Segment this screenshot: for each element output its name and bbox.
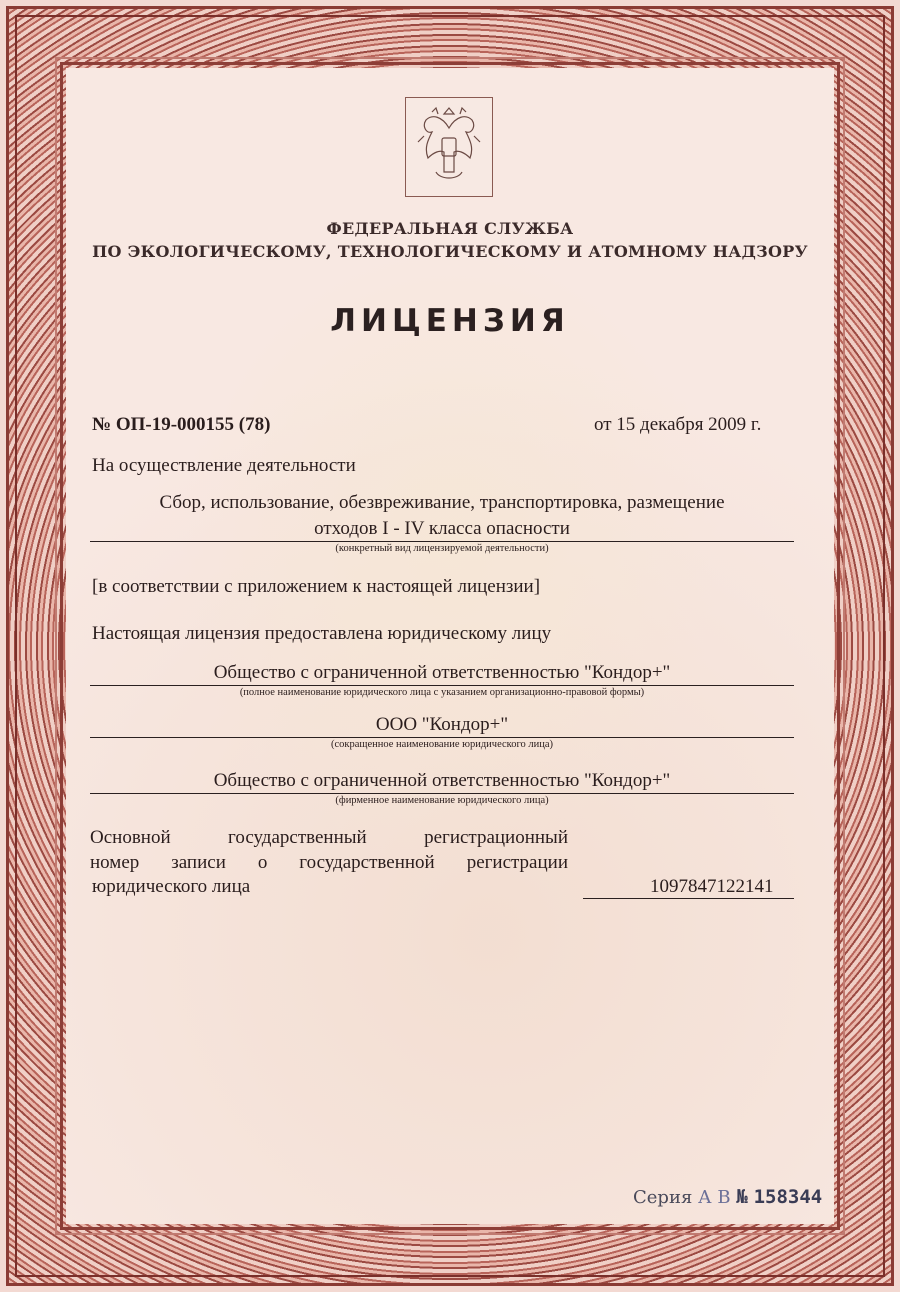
- activity-line-1: Сбор, использование, обезвреживание, транспортировка, размещение: [159, 492, 725, 513]
- agency-name-line-2: ПО ЭКОЛОГИЧЕСКОМУ, ТЕХНОЛОГИЧЕСКОМУ И АТОМНОМУ НАДЗОРУ: [92, 242, 808, 261]
- ogrn-label-line-2: номер записи о государственной регистрации: [90, 852, 568, 873]
- entity-full-name: Общество с ограниченной ответственностью "Кондор+": [213, 662, 671, 683]
- entity-short-name: ООО "Кондор+": [375, 714, 509, 735]
- short-name-underline: [90, 737, 794, 738]
- activity-line-2: отходов I - IV класса опасности: [314, 518, 570, 539]
- ogrn-label-line-3: юридического лица: [92, 876, 251, 897]
- brand-name-caption: (фирменное наименование юридического лица): [335, 795, 549, 806]
- short-name-caption: (сокращенное наименование юридического лица): [330, 739, 554, 750]
- full-name-caption: (полное наименование юридического лица с указанием организационно-правовой формы): [239, 687, 645, 698]
- agency-name-line-1: ФЕДЕРАЛЬНАЯ СЛУЖБА: [326, 219, 574, 238]
- activity-caption: (конкретный вид лицензируемой деятельности): [335, 543, 549, 554]
- page-title: ЛИЦЕНЗИЯ: [330, 303, 570, 339]
- ogrn-label-line-1: Основной государственный регистрационный: [90, 827, 568, 848]
- ogrn-value: 1097847122141: [650, 876, 774, 897]
- series-label: Серия: [633, 1187, 693, 1208]
- coat-of-arms-emblem: [405, 97, 493, 197]
- double-headed-eagle-icon: [414, 106, 484, 188]
- activity-intro: На осуществление деятельности: [92, 455, 356, 476]
- activity-underline: [90, 541, 794, 542]
- series-number: 158344: [753, 1186, 823, 1208]
- brand-name-underline: [90, 793, 794, 794]
- series-letters: А В: [698, 1187, 731, 1208]
- appendix-note: [в соответствии с приложением к настоящей лицензии]: [92, 576, 541, 597]
- form-series: [633, 1186, 822, 1208]
- license-date: от 15 декабря 2009 г.: [594, 414, 762, 435]
- entity-intro: Настоящая лицензия предоставлена юридическому лицу: [92, 623, 552, 644]
- license-number: № ОП-19-000155 (78): [92, 414, 271, 435]
- series-number-sign: №: [736, 1186, 748, 1208]
- entity-brand-name: Общество с ограниченной ответственностью "Кондор+": [213, 770, 671, 791]
- full-name-underline: [90, 685, 794, 686]
- ogrn-underline: [583, 898, 794, 899]
